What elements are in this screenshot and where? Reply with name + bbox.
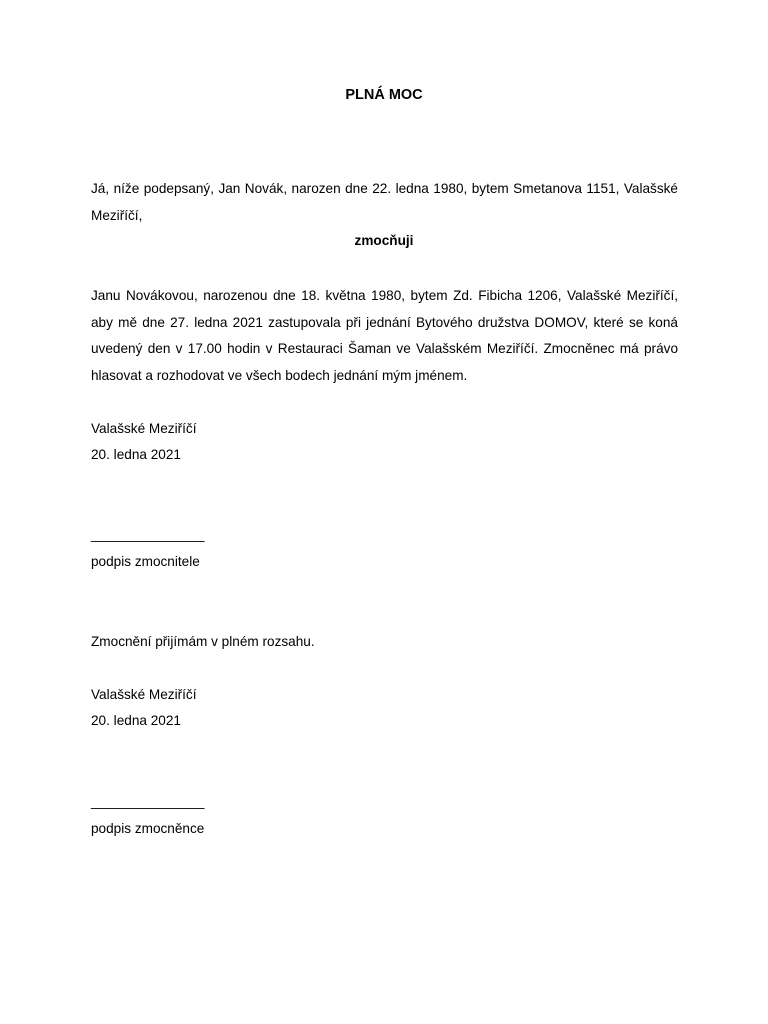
intro-paragraph: Já, níže podepsaný, Jan Novák, narozen dne 22. ledna 1980, bytem Smetanova 1151, Valašské Meziříčí, — [91, 181, 678, 223]
place-text: Valašské Meziříčí — [91, 421, 197, 436]
signature-line-attorney: _______________ — [91, 794, 205, 809]
date-text-2: 20. ledna 2021 — [91, 713, 181, 728]
date-text: 20. ledna 2021 — [91, 447, 181, 462]
document-title: PLNÁ MOC — [345, 87, 423, 103]
body-paragraph: Janu Novákovou, narozenou dne 18. května 1980, bytem Zd. Fibicha 1206, Valašské Meziříčí, aby mě dne 27. ledna 2021 zastupovala při jednání Bytového družstva DOMOV, které se koná uvedený den v 17.00 hodin v Restauraci Šaman ve Valašském Meziříčí. Zmocněnec má právo hlasovat a rozhodovat ve všech bodech jednání mým jménem. — [91, 288, 678, 383]
signature-label-attorney: podpis zmocněnce — [91, 821, 205, 836]
authorize-heading: zmocňuji — [354, 233, 414, 248]
signature-label-grantor: podpis zmocnitele — [91, 554, 200, 569]
acceptance-text: Zmocnění přijímám v plném rozsahu. — [91, 634, 315, 649]
place-text-2: Valašské Meziříčí — [91, 687, 197, 702]
signature-line-grantor: _______________ — [91, 527, 205, 542]
